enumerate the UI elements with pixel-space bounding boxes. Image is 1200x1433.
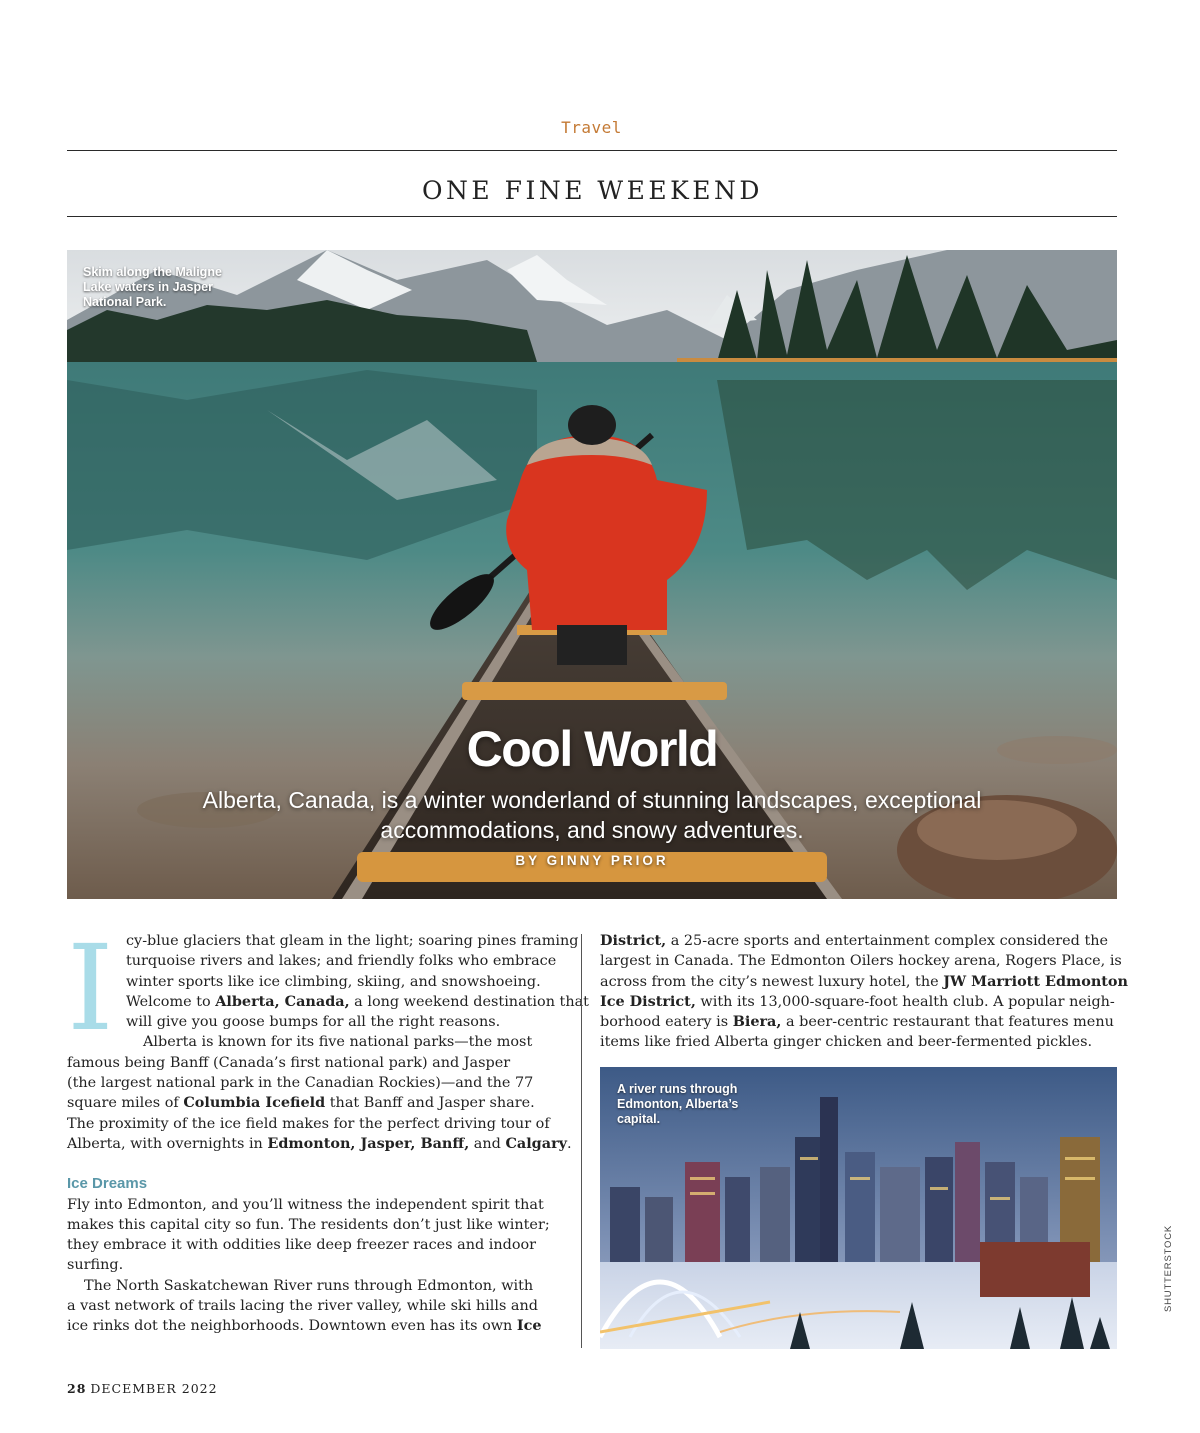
folio — [67, 1381, 218, 1396]
bold-term: Ice — [516, 1317, 542, 1335]
byline: BY GINNY PRIOR — [515, 853, 669, 868]
photo-credit: SHUTTERSTOCK — [1163, 1224, 1174, 1312]
issue-date: DECEMBER 2022 — [90, 1381, 218, 1396]
edmonton-caption: A river runs through Edmonton, Alberta’s capital. — [617, 1082, 739, 1126]
body-line: across from the city’s newest luxury hotel, the JW Marriott Edmonton — [600, 972, 1128, 990]
bold-term: Calgary — [505, 1134, 568, 1152]
body-line: makes this capital city so fun. The residents don’t just like winter; — [67, 1216, 550, 1233]
body-line: borhood eatery is Biera, a beer-centric restaurant that features menu — [600, 1013, 1114, 1031]
page-number: 28 — [67, 1381, 87, 1396]
edmonton-photo — [600, 1067, 1117, 1349]
body-line: items like fried Alberta ginger chicken and beer-fermented pickles. — [600, 1034, 1093, 1051]
bold-term: Ice District, — [600, 992, 696, 1010]
body-line: Fly into Edmonton, and you’ll witness the independent spirit that — [67, 1196, 544, 1213]
body-line: surfing. — [67, 1257, 124, 1274]
body-line: The proximity of the ice field makes for the perfect driving tour of — [67, 1115, 550, 1132]
body-line: Alberta is known for its five national parks—the most — [143, 1034, 533, 1051]
body-line: (the largest national park in the Canadian Rockies)—and the 77 — [67, 1075, 534, 1092]
header-rule-top — [67, 150, 1117, 151]
body-line: winter sports like ice climbing, skiing, and snowshoeing. — [126, 973, 541, 990]
bold-term: District, — [600, 932, 667, 949]
hero-photo — [67, 250, 1117, 899]
column-divider — [581, 934, 582, 1348]
article-column-left — [67, 919, 589, 1337]
bold-term: Biera, — [732, 1013, 782, 1031]
body-line: ice rinks dot the neighborhoods. Downtown even has its own Ice — [67, 1317, 542, 1335]
body-line: famous being Banff (Canada’s first national park) and Jasper — [67, 1054, 511, 1071]
column-title: ONE FINE WEEKEND — [422, 176, 763, 205]
bold-term: Alberta, Canada, — [215, 992, 350, 1010]
body-line: they embrace it with oddities like deep freezer races and indoor — [67, 1237, 537, 1254]
hero-caption: Skim along the Maligne Lake waters in Jasper National Park. — [83, 265, 222, 309]
bold-term: Edmonton, Jasper, Banff, — [267, 1134, 470, 1152]
body-line: a vast network of trails lacing the river valley, while ski hills and — [67, 1298, 538, 1315]
article-dek: Alberta, Canada, is a winter wonderland of stunning landscapes, exceptional accommodations, and snowy adventures. — [202, 787, 982, 843]
header-rule-bottom — [67, 216, 1117, 217]
dropcap: I — [67, 919, 114, 1057]
bold-term: Columbia Icefield — [183, 1094, 326, 1112]
body-line: Alberta, with overnights in Edmonton, Jasper, Banff, and Calgary. — [67, 1134, 572, 1152]
section-label: Travel — [561, 118, 622, 137]
body-line: will give you goose bumps for all the right reasons. — [126, 1014, 501, 1031]
body-line: Ice District, with its 13,000-square-foot health club. A popular neigh- — [600, 992, 1115, 1010]
bold-term: JW Marriott Edmonton — [943, 972, 1128, 990]
body-line: cy-blue glaciers that gleam in the light; soaring pines framing — [126, 933, 579, 949]
article-title: Cool World — [466, 721, 718, 777]
body-line: The North Saskatchewan River runs through Edmonton, with — [84, 1277, 534, 1294]
body-line: Welcome to Alberta, Canada, a long weekend destination that — [126, 992, 589, 1010]
article-column-right — [600, 931, 1128, 1053]
body-line: District, a 25-acre sports and entertainment complex considered the — [600, 932, 1109, 949]
body-line: square miles of Columbia Icefield that Banff and Jasper share. — [67, 1094, 535, 1112]
subhead: Ice Dreams — [67, 1175, 148, 1193]
body-line: turquoise rivers and lakes; and friendly folks who embrace — [126, 953, 557, 970]
body-line: largest in Canada. The Edmonton Oilers hockey arena, Rogers Place, is — [600, 953, 1122, 970]
